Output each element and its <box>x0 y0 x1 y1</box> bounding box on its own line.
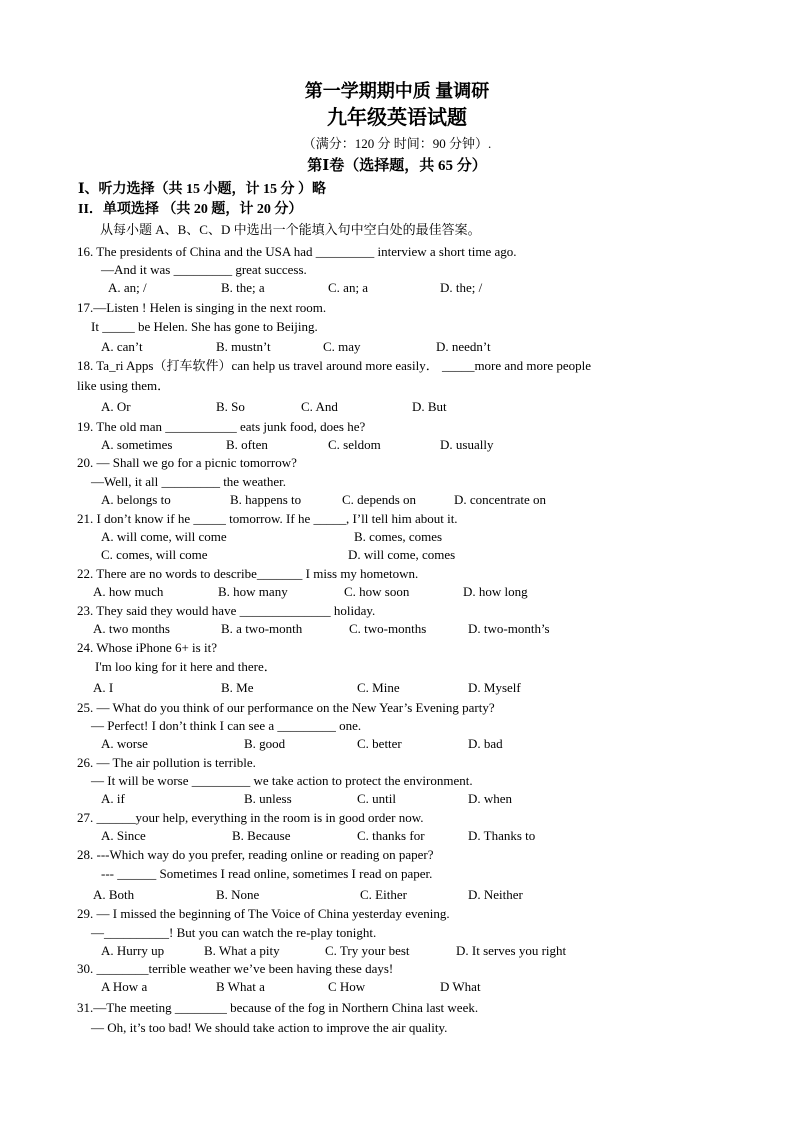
question-stem: 24. Whose iPhone 6+ is it? <box>77 640 217 655</box>
option-c: C. Try your best <box>325 943 410 958</box>
option-c: C. better <box>357 736 402 751</box>
option-a: A. Hurry up <box>101 943 165 958</box>
option-d: D. But <box>412 399 447 414</box>
option-c: C. comes, will come <box>101 547 208 562</box>
option-a: A. two months <box>93 621 170 636</box>
option-c: C. thanks for <box>357 828 425 843</box>
option-a: A. if <box>101 791 125 806</box>
option-b: B. What a pity <box>204 943 280 958</box>
question-stem: 29. — I missed the beginning of The Voice of China yesterday evening. <box>77 906 450 921</box>
option-c: C. seldom <box>328 437 381 452</box>
listening-section: Ⅰ、听力选择（共 15 小题，计 15 分 ）略 <box>78 182 327 197</box>
option-a: A. I <box>93 680 114 695</box>
option-b: B. None <box>216 887 260 902</box>
option-a: A. worse <box>101 736 148 751</box>
option-a: A. sometimes <box>101 437 173 452</box>
option-b: B. unless <box>244 791 292 806</box>
question-stem: like using them． <box>77 378 171 393</box>
question-stem: — Oh, it’s too bad! We should take action to improve the air quality. <box>91 1020 448 1035</box>
option-d: D. Myself <box>468 680 521 695</box>
option-a: A. how much <box>93 584 164 599</box>
question-stem: 19. The old man ___________ eats junk food, does he? <box>77 419 366 434</box>
option-d: D. will come, comes <box>348 547 456 562</box>
question-stem: --- ______ Sometimes I read online, sometimes I read on paper. <box>101 866 433 881</box>
option-a: A. Since <box>101 828 146 843</box>
option-d: D. concentrate on <box>454 492 547 507</box>
option-d: D. bad <box>468 736 503 751</box>
option-b: B. mustn’t <box>216 339 271 354</box>
option-c: C. until <box>357 791 397 806</box>
question-stem: 18. Ta_ri Apps（打车软件）can help us travel around more easily． _____more and more people <box>77 358 592 373</box>
question-stem: —Well, it all _________ the weather. <box>91 474 286 489</box>
question-stem: 26. — The air pollution is terrible. <box>77 755 256 770</box>
question-stem: 20. — Shall we go for a picnic tomorrow? <box>77 455 297 470</box>
option-b: B. how many <box>218 584 288 599</box>
option-c: C. may <box>323 339 361 354</box>
option-c: C. how soon <box>344 584 410 599</box>
question-stem: I'm loo king for it here and there． <box>95 659 277 674</box>
question-stem: 25. — What do you think of our performance on the New Year’s Evening party? <box>77 700 495 715</box>
option-a: A How a <box>101 979 148 994</box>
single-choice-section: II．单项选择 （共 20 题，计 20 分） <box>78 202 303 217</box>
option-b: B. the; a <box>221 280 265 295</box>
option-b: B. comes, comes <box>354 529 443 544</box>
option-c: C How <box>328 979 366 994</box>
option-d: D. the; / <box>440 280 483 295</box>
option-c: C. Mine <box>357 680 400 695</box>
option-c: C. Either <box>360 887 407 902</box>
option-d: D. needn’t <box>436 339 491 354</box>
question-stem: 17.—Listen ! Helen is singing in the next room. <box>77 300 327 315</box>
option-b: B. often <box>226 437 268 452</box>
question-stem: 28. ---Which way do you prefer, reading online or reading on paper? <box>77 847 434 862</box>
option-b: B. So <box>216 399 245 414</box>
exam-info: （满分：120 分 时间：90 分钟）. <box>302 136 492 151</box>
question-stem: 22. There are no words to describe_______ I miss my hometown. <box>77 566 419 581</box>
option-a: A. Or <box>101 399 131 414</box>
option-c: C. an; a <box>328 280 369 295</box>
option-b: B. Because <box>232 828 291 843</box>
option-b: B What a <box>216 979 265 994</box>
question-stem: 21. I don’t know if he _____ tomorrow. If he _____, I’ll tell him about it. <box>77 511 458 526</box>
option-a: A. Both <box>93 887 135 902</box>
section-instruction: 从每小题 A、B、C、D 中选出一个能填入句中空白处的最佳答案。 <box>100 222 481 237</box>
option-d: D. usually <box>440 437 494 452</box>
option-d: D. Neither <box>468 887 523 902</box>
option-d: D. two-month’s <box>468 621 550 636</box>
question-stem: — Perfect! I don’t think I can see a _________ one. <box>91 718 362 733</box>
option-a: A. will come, will come <box>101 529 227 544</box>
exam-title: 第一学期期中质 量调研 <box>304 81 490 101</box>
question-stem: — It will be worse _________ we take action to protect the environment. <box>91 773 473 788</box>
option-d: D. It serves you right <box>456 943 567 958</box>
option-b: B. good <box>244 736 286 751</box>
question-stem: 16. The presidents of China and the USA had _________ interview a short time ago. <box>77 244 517 259</box>
option-b: B. a two-month <box>221 621 303 636</box>
question-stem: 27. ______your help, everything in the room is in good order now. <box>77 810 424 825</box>
option-c: C. depends on <box>342 492 417 507</box>
question-stem: —__________! But you can watch the re-play tonight. <box>91 925 377 940</box>
option-d: D What <box>440 979 481 994</box>
option-b: B. Me <box>221 680 254 695</box>
option-c: C. And <box>301 399 338 414</box>
option-a: A. can’t <box>101 339 143 354</box>
question-stem: —And it was _________ great success. <box>101 262 307 277</box>
option-d: D. Thanks to <box>468 828 536 843</box>
question-stem: 30. ________terrible weather we’ve been having these days! <box>77 961 394 976</box>
option-a: A. belongs to <box>101 492 171 507</box>
part-heading: 第Ⅰ卷（选择题，共 65 分） <box>307 158 487 174</box>
option-a: A. an; / <box>108 280 147 295</box>
question-stem: It _____ be Helen. She has gone to Beijing. <box>91 319 318 334</box>
exam-subtitle: 九年级英语试题 <box>327 107 467 129</box>
question-stem: 23. They said they would have ______________ holiday. <box>77 603 376 618</box>
option-d: D. when <box>468 791 513 806</box>
option-b: B. happens to <box>230 492 302 507</box>
option-d: D. how long <box>463 584 528 599</box>
question-stem: 31.—The meeting ________ because of the fog in Northern China last week. <box>77 1000 479 1015</box>
option-c: C. two-months <box>349 621 427 636</box>
